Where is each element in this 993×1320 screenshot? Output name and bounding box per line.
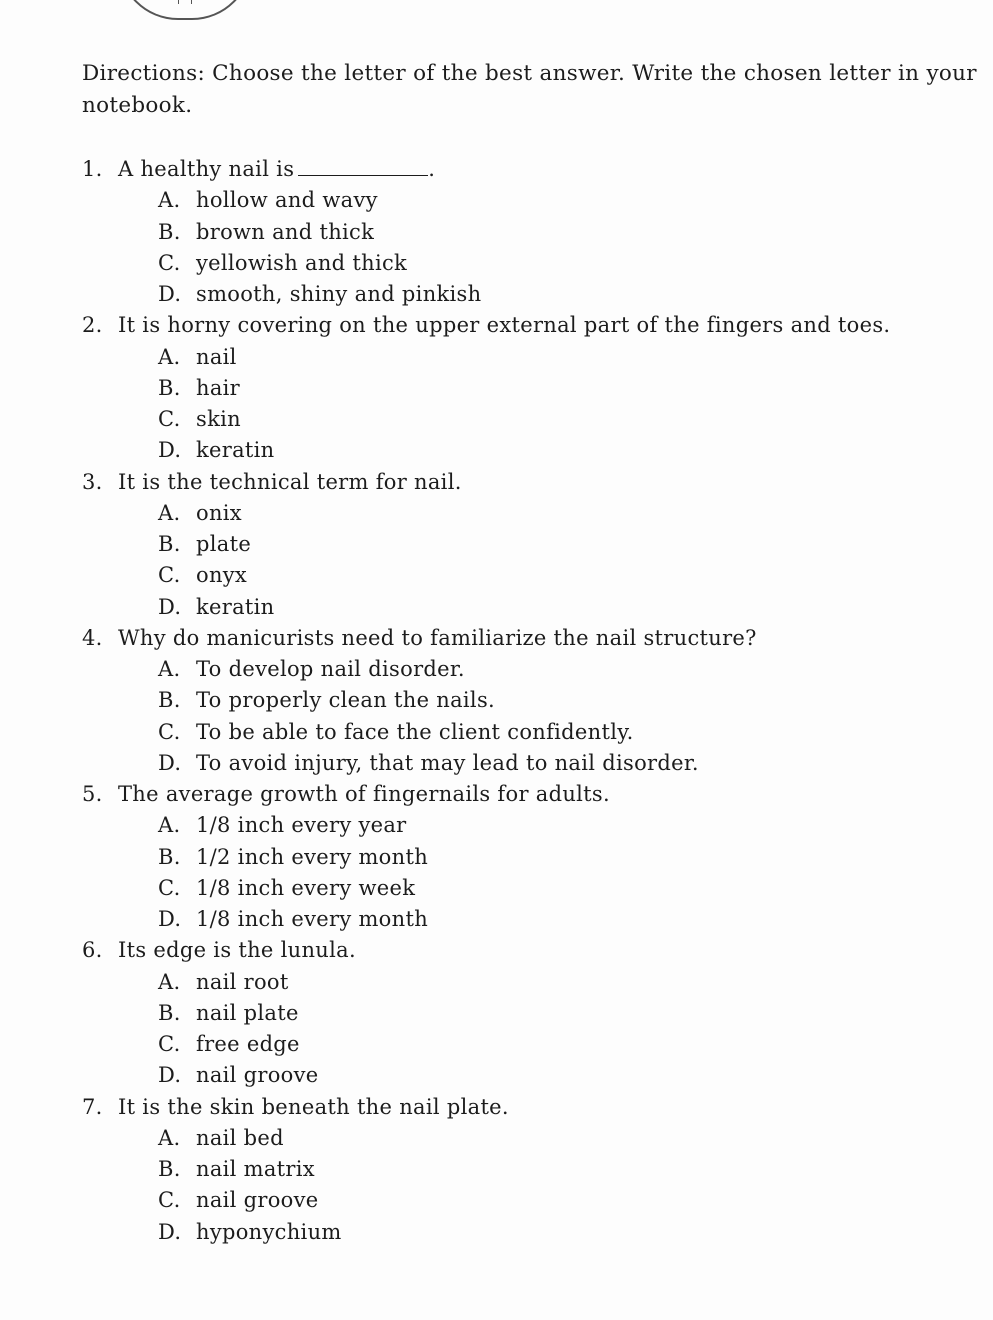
choice-b bbox=[82, 842, 962, 873]
question-stem bbox=[82, 1092, 962, 1123]
choice-c bbox=[82, 1185, 962, 1216]
choice-b bbox=[82, 529, 962, 560]
choice-text: nail groove bbox=[196, 1188, 319, 1213]
choice-d bbox=[82, 904, 962, 935]
choice-letter: A. bbox=[158, 344, 181, 369]
choice-a bbox=[82, 967, 962, 998]
choice-text: hair bbox=[196, 375, 240, 400]
choice-text: hollow and wavy bbox=[196, 188, 378, 213]
choice-letter: C. bbox=[158, 1188, 181, 1213]
choice-text: hyponychium bbox=[196, 1219, 342, 1244]
top-emblem-icon bbox=[118, 0, 252, 20]
choice-text: To be able to face the client confidently. bbox=[196, 719, 634, 744]
choice-b bbox=[82, 1154, 962, 1185]
choice-a bbox=[82, 342, 962, 373]
choice-a bbox=[82, 498, 962, 529]
choice-c bbox=[82, 873, 962, 904]
question-4 bbox=[82, 623, 962, 779]
choice-letter: C. bbox=[158, 719, 181, 744]
choice-letter: A. bbox=[158, 1125, 181, 1150]
choice-letter: C. bbox=[158, 1032, 181, 1056]
choice-letter: A. bbox=[158, 969, 181, 994]
choice-text: onix bbox=[196, 500, 242, 525]
choice-letter: B. bbox=[158, 688, 181, 713]
question-text: It is the technical term for nail. bbox=[118, 469, 462, 494]
choice-letter: A. bbox=[158, 813, 181, 838]
question-number: 4. bbox=[82, 625, 103, 650]
choice-a bbox=[82, 1123, 962, 1154]
question-5 bbox=[82, 779, 962, 935]
choice-c bbox=[82, 1029, 962, 1060]
choice-b bbox=[82, 685, 962, 716]
choice-letter: C. bbox=[158, 407, 181, 431]
question-text: Why do manicurists need to familiarize the nail structure? bbox=[118, 625, 757, 650]
question-1 bbox=[82, 154, 962, 310]
question-number: 6. bbox=[82, 938, 103, 963]
choice-letter: D. bbox=[158, 907, 182, 931]
choice-text: nail bed bbox=[196, 1125, 284, 1150]
choice-letter: A. bbox=[158, 657, 181, 681]
choice-letter: B. bbox=[158, 532, 181, 556]
choice-letter: D. bbox=[158, 1219, 182, 1244]
choice-text: To develop nail disorder. bbox=[196, 657, 465, 681]
question-number: 2. bbox=[82, 313, 103, 338]
choice-letter: D. bbox=[158, 1063, 182, 1088]
choice-c bbox=[82, 248, 962, 279]
choice-text: 1/8 inch every week bbox=[196, 875, 416, 900]
choice-letter: D. bbox=[158, 594, 182, 619]
choice-letter: C. bbox=[158, 875, 181, 900]
question-stem bbox=[82, 467, 962, 498]
question-text: The average growth of fingernails for adults. bbox=[118, 782, 610, 806]
question-number: 3. bbox=[82, 469, 103, 494]
choice-letter: C. bbox=[158, 563, 181, 588]
choice-d bbox=[82, 279, 962, 310]
directions-text: Directions: Choose the letter of the best answer. Write the chosen letter in your notebook. bbox=[82, 61, 977, 118]
choice-letter: A. bbox=[158, 188, 181, 213]
choice-text: brown and thick bbox=[196, 219, 375, 244]
choice-d bbox=[82, 1217, 962, 1248]
choice-letter: C. bbox=[158, 250, 181, 275]
question-3 bbox=[82, 467, 962, 623]
choice-letter: B. bbox=[158, 844, 181, 869]
choice-text: nail root bbox=[196, 969, 289, 994]
question-text: It is the skin beneath the nail plate. bbox=[118, 1094, 509, 1119]
choice-text: 1/2 inch every month bbox=[196, 844, 429, 869]
choice-text: nail matrix bbox=[196, 1157, 315, 1181]
choice-c bbox=[82, 560, 962, 591]
choice-d bbox=[82, 435, 962, 466]
question-text: A healthy nail is bbox=[118, 157, 295, 181]
choice-letter: D. bbox=[158, 282, 182, 306]
choice-text: plate bbox=[196, 532, 252, 556]
question-stem bbox=[82, 154, 962, 185]
question-2 bbox=[82, 310, 962, 466]
question-stem bbox=[82, 310, 962, 341]
choice-letter: B. bbox=[158, 1000, 181, 1025]
choice-letter: D. bbox=[158, 750, 182, 775]
choice-b bbox=[82, 998, 962, 1029]
question-6 bbox=[82, 935, 962, 1091]
question-7 bbox=[82, 1092, 962, 1248]
choice-d bbox=[82, 1060, 962, 1091]
choice-b bbox=[82, 373, 962, 404]
choice-text: nail groove bbox=[196, 1063, 319, 1088]
choice-a bbox=[82, 185, 962, 216]
choice-a bbox=[82, 654, 962, 685]
answer-blank bbox=[298, 157, 428, 176]
choice-d bbox=[82, 748, 962, 779]
question-stem bbox=[82, 935, 962, 966]
choice-d bbox=[82, 592, 962, 623]
choice-text: To avoid injury, that may lead to nail disorder. bbox=[196, 750, 699, 775]
choice-text: 1/8 inch every year bbox=[196, 813, 407, 838]
choice-text: nail bbox=[196, 344, 237, 369]
choice-text: keratin bbox=[196, 594, 275, 619]
choice-b bbox=[82, 217, 962, 248]
question-number: 5. bbox=[82, 782, 103, 806]
choice-text: smooth, shiny and pinkish bbox=[196, 282, 482, 306]
choice-text: onyx bbox=[196, 563, 248, 588]
question-list bbox=[82, 154, 962, 1248]
choice-letter: A. bbox=[158, 500, 181, 525]
choice-text: yellowish and thick bbox=[196, 250, 408, 275]
question-text: It is horny covering on the upper external part of the fingers and toes. bbox=[118, 313, 891, 338]
question-text: Its edge is the lunula. bbox=[118, 938, 356, 963]
question-text-end: . bbox=[428, 157, 436, 181]
choice-text: free edge bbox=[196, 1032, 300, 1056]
choice-c bbox=[82, 717, 962, 748]
question-stem bbox=[82, 623, 962, 654]
choice-text: keratin bbox=[196, 438, 275, 463]
question-number: 7. bbox=[82, 1094, 103, 1119]
choice-letter: B. bbox=[158, 219, 181, 244]
choice-letter: B. bbox=[158, 1157, 181, 1181]
choice-letter: D. bbox=[158, 438, 182, 463]
choice-text: nail plate bbox=[196, 1000, 299, 1025]
choice-letter: B. bbox=[158, 375, 181, 400]
choice-c bbox=[82, 404, 962, 435]
choice-text: To properly clean the nails. bbox=[196, 688, 496, 713]
question-stem bbox=[82, 779, 962, 810]
choice-text: 1/8 inch every month bbox=[196, 907, 429, 931]
choice-text: skin bbox=[196, 407, 241, 431]
question-number: 1. bbox=[82, 157, 103, 181]
choice-a bbox=[82, 810, 962, 841]
